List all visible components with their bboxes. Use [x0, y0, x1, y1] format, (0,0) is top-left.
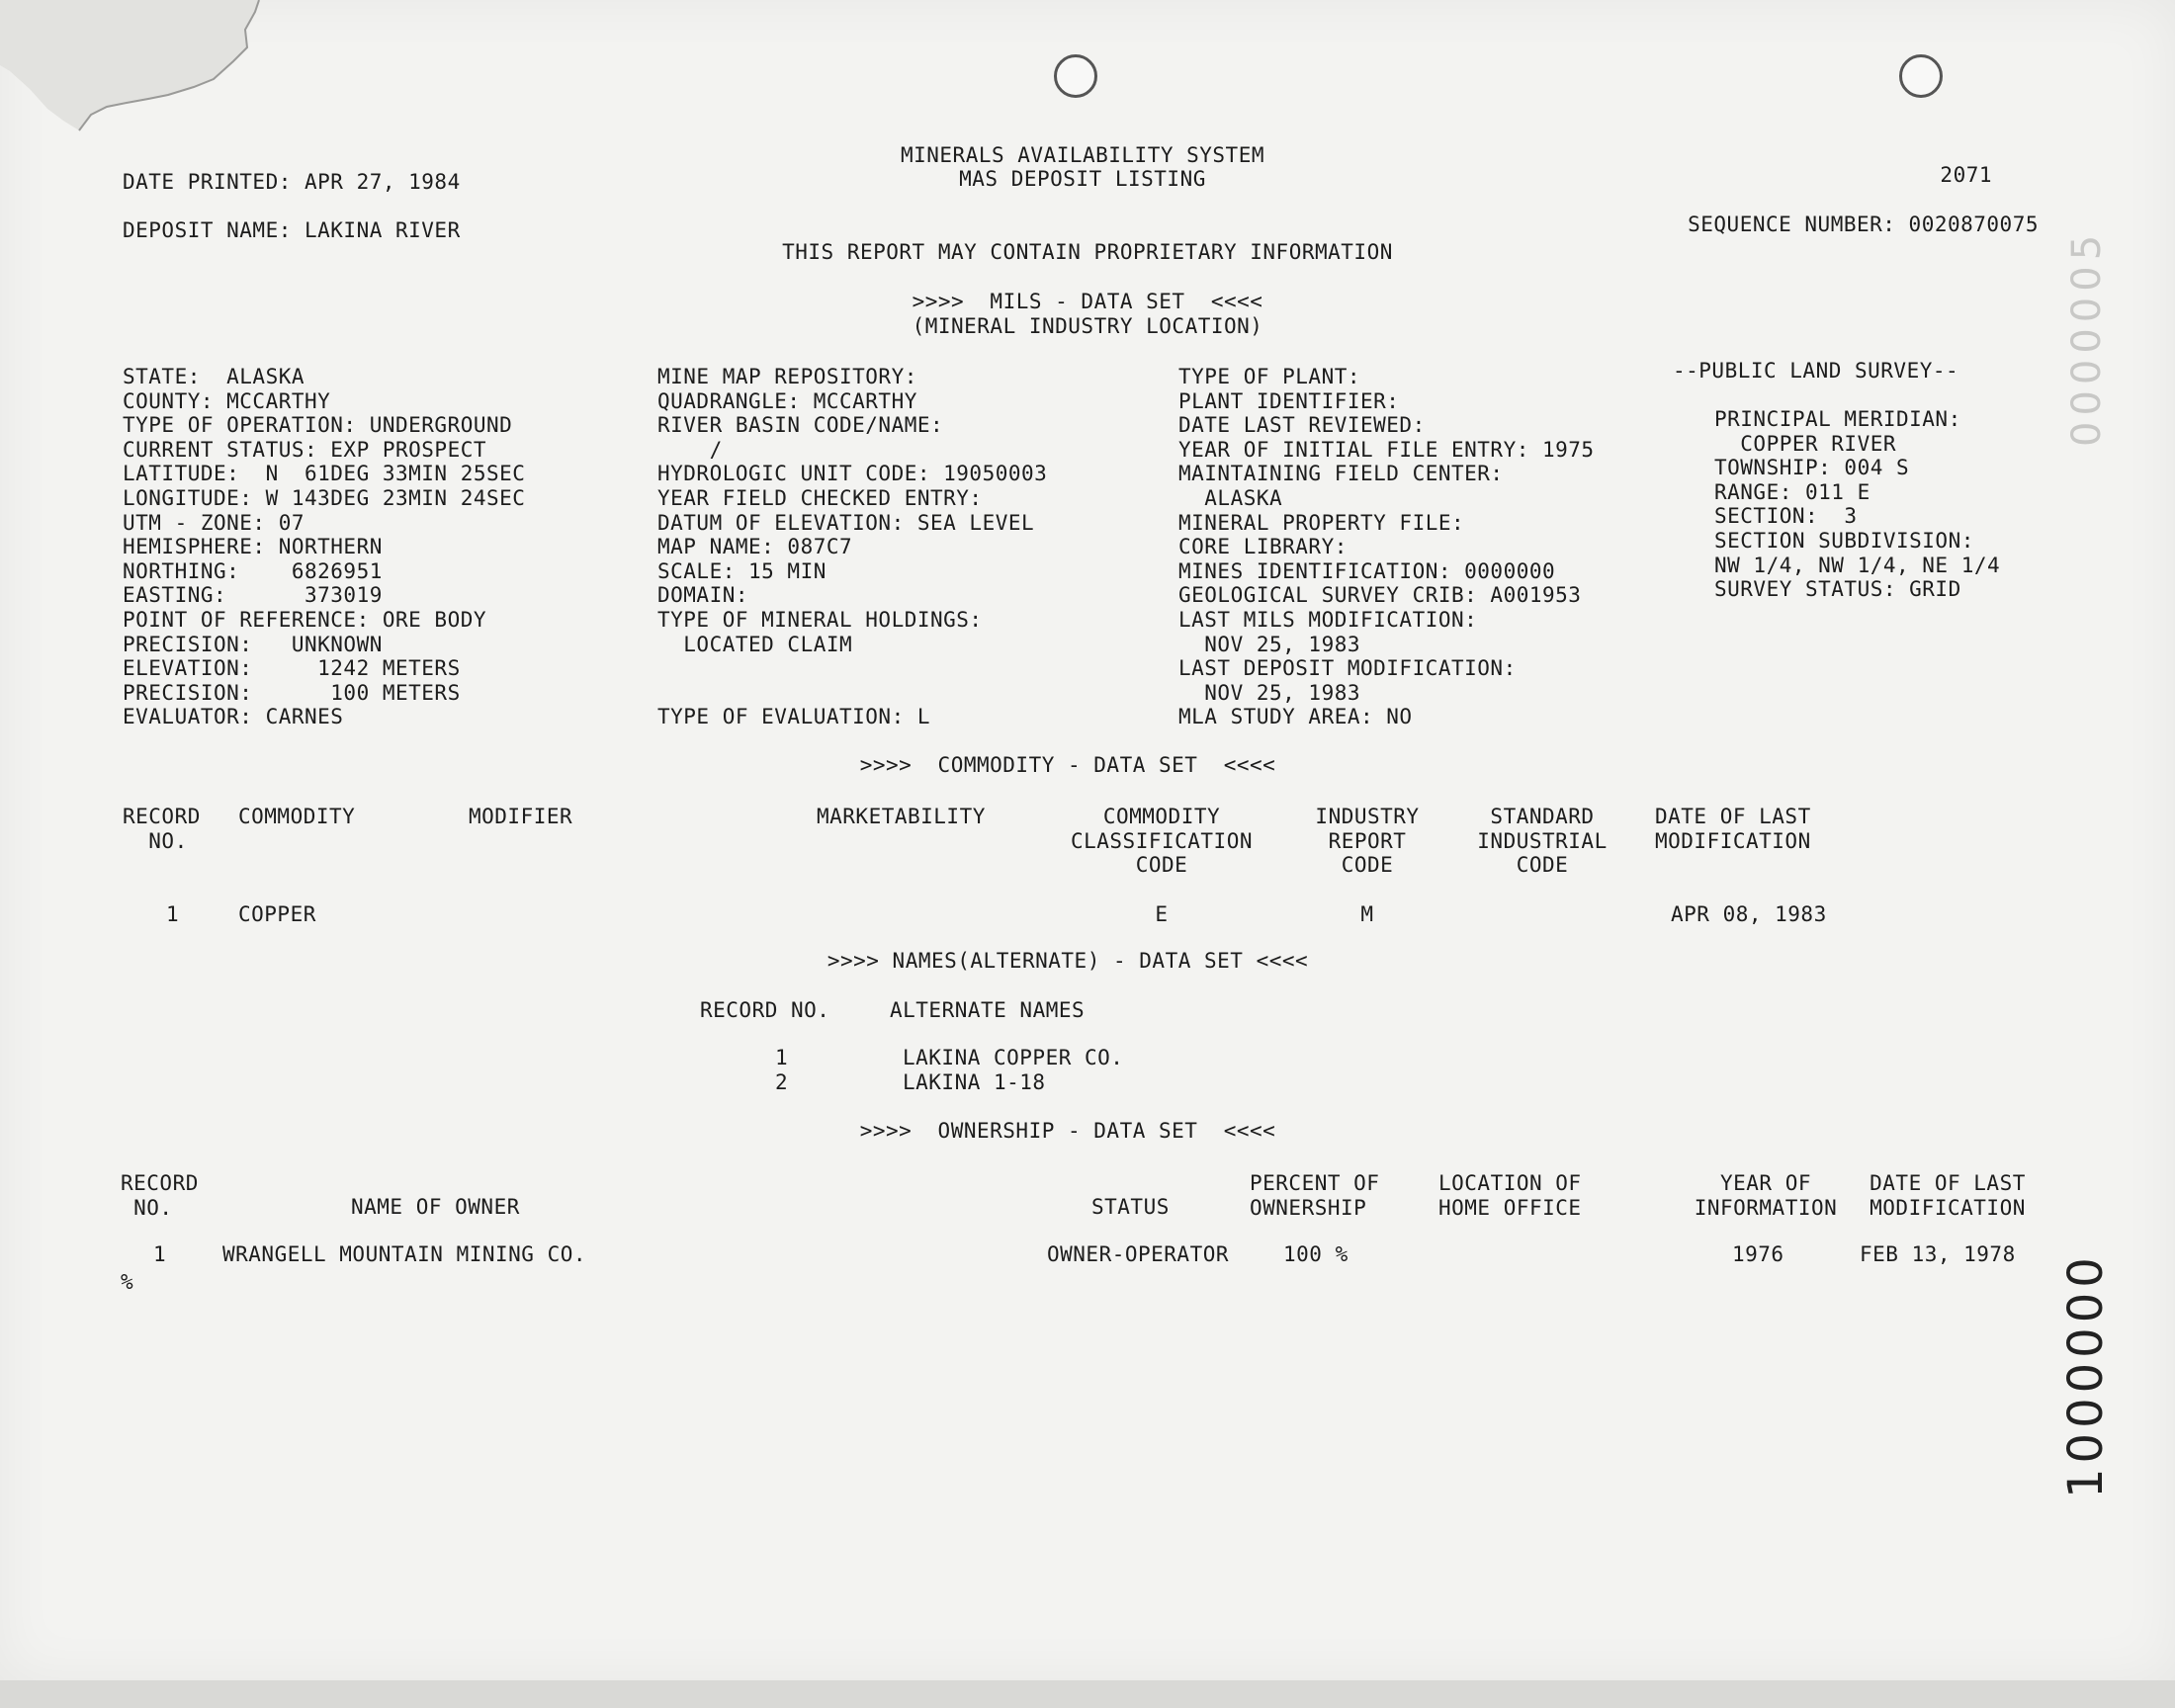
commodity-name: COPPER	[238, 902, 316, 926]
commodity-header-record: RECORD NO.	[123, 805, 201, 853]
ownership-date-modified: FEB 13, 1978	[1860, 1242, 2016, 1266]
ownership-percent: 100 %	[1283, 1242, 1348, 1266]
names-record-no: 2	[775, 1070, 789, 1094]
commodity-header-modifier: MODIFIER	[469, 805, 573, 828]
public-land-survey-column	[1714, 407, 2000, 602]
field-section-subdivision-value: NW 1/4, NW 1/4, NE 1/4	[1714, 553, 2001, 577]
field-maintaining-center: MAINTAINING FIELD CENTER:	[1178, 462, 1504, 486]
field-river-basin: RIVER BASIN CODE/NAME:	[657, 413, 944, 438]
field-section: SECTION: 3	[1714, 504, 1858, 529]
ownership-trailer: %	[121, 1270, 134, 1294]
year-of-information: 1976	[1732, 1242, 1784, 1266]
mils-map-column	[657, 365, 1047, 729]
field-core-library: CORE LIBRARY:	[1178, 535, 1348, 559]
field-year-initial-entry: YEAR OF INITIAL FILE ENTRY: 1975	[1178, 437, 1595, 462]
scan-bottom-edge	[0, 1680, 2175, 1708]
document-number-stamp: 1000000	[2058, 1252, 2114, 1498]
mils-subtitle: (MINERAL INDUSTRY LOCATION)	[912, 314, 1263, 338]
ownership-record-no: 1	[153, 1242, 167, 1266]
field-map-name: MAP NAME: 087C7	[657, 535, 853, 559]
field-state: STATE: ALASKA	[123, 365, 305, 388]
field-range: RANGE: 011 E	[1714, 479, 1870, 504]
field-mineral-holdings: TYPE OF MINERAL HOLDINGS:	[657, 607, 983, 632]
public-land-survey-title: --PUBLIC LAND SURVEY--	[1673, 359, 1959, 383]
field-county: COUNTY: MCCARTHY	[123, 388, 331, 413]
commodity-header-commodity: COMMODITY	[238, 805, 356, 828]
field-mineral-holdings-value: LOCATED CLAIM	[657, 632, 853, 656]
ownership-header-percent: PERCENT OF OWNERSHIP	[1250, 1171, 1380, 1220]
commodity-header-industry-report: INDUSTRY REPORT CODE	[1315, 805, 1420, 878]
owner-status: OWNER-OPERATOR	[1047, 1242, 1230, 1266]
binder-hole	[1054, 54, 1097, 98]
page-number: 2071	[1940, 163, 1992, 187]
sequence-number: SEQUENCE NUMBER: 0020870075	[1688, 213, 2039, 236]
date-printed: DATE PRINTED: APR 27, 1984	[123, 170, 461, 194]
field-last-deposit-modification: LAST DEPOSIT MODIFICATION:	[1178, 656, 1517, 681]
field-last-mils-modification-value: NOV 25, 1983	[1178, 632, 1361, 656]
field-section-subdivision: SECTION SUBDIVISION:	[1714, 528, 1974, 553]
field-principal-meridian: PRINCIPAL MERIDIAN:	[1714, 407, 1961, 431]
ownership-header-date-modified: DATE OF LAST MODIFICATION	[1870, 1171, 2026, 1220]
commodity-industry-report-code: M	[1360, 902, 1374, 926]
field-date-last-reviewed: DATE LAST REVIEWED:	[1178, 413, 1426, 438]
field-northing: NORTHING: 6826951	[123, 558, 383, 583]
mils-title: >>>> MILS - DATA SET <<<<	[912, 290, 1263, 313]
field-last-mils-modification: LAST MILS MODIFICATION:	[1178, 607, 1478, 632]
proprietary-notice: THIS REPORT MAY CONTAIN PROPRIETARY INFORMATION	[782, 240, 1393, 264]
field-datum-of-elevation: DATUM OF ELEVATION: SEA LEVEL	[657, 510, 1035, 535]
field-precision: PRECISION: UNKNOWN	[123, 632, 383, 656]
field-operation-type: TYPE OF OPERATION: UNDERGROUND	[123, 413, 513, 438]
bleed-through-stamp: 0000005	[2064, 228, 2110, 447]
commodity-title: >>>> COMMODITY - DATA SET <<<<	[859, 753, 1276, 777]
field-latitude: LATITUDE: N 61DEG 33MIN 25SEC	[123, 462, 526, 486]
field-elevation-precision: PRECISION: 100 METERS	[123, 680, 461, 705]
ownership-header-status: STATUS	[1091, 1195, 1170, 1219]
names-title: >>>> NAMES(ALTERNATE) - DATA SET <<<<	[826, 949, 1309, 973]
names-header-record: RECORD NO.	[700, 998, 830, 1022]
owner-name: WRANGELL MOUNTAIN MINING CO.	[222, 1242, 587, 1266]
blank-line	[657, 656, 1047, 681]
field-mineral-property-file: MINERAL PROPERTY FILE:	[1178, 510, 1465, 535]
ownership-header-year: YEAR OF INFORMATION	[1694, 1171, 1838, 1220]
field-survey-status: SURVEY STATUS: GRID	[1714, 577, 1961, 602]
ownership-header-home-office: LOCATION OF HOME OFFICE	[1438, 1171, 1582, 1220]
binder-hole	[1899, 54, 1943, 98]
field-river-basin-value: /	[657, 437, 723, 462]
commodity-header-classification: COMMODITY CLASSIFICATION CODE	[1070, 805, 1253, 878]
field-geological-survey-crib: GEOLOGICAL SURVEY CRIB: A001953	[1178, 583, 1582, 608]
commodity-header-sic: STANDARD INDUSTRIAL CODE	[1477, 805, 1608, 878]
field-plant-identifier: PLANT IDENTIFIER:	[1178, 388, 1400, 413]
field-longitude: LONGITUDE: W 143DEG 23MIN 24SEC	[123, 485, 526, 510]
field-mla-study-area: MLA STUDY AREA: NO	[1178, 705, 1413, 729]
ownership-header-owner: NAME OF OWNER	[351, 1195, 520, 1219]
mils-location-column	[123, 365, 525, 729]
field-scale: SCALE: 15 MIN	[657, 558, 826, 583]
torn-corner	[0, 0, 277, 148]
ownership-title: >>>> OWNERSHIP - DATA SET <<<<	[859, 1119, 1276, 1143]
ownership-header-record: RECORD NO.	[121, 1171, 199, 1220]
commodity-record-no: 1	[166, 902, 180, 926]
field-type-of-plant: TYPE OF PLANT:	[1178, 365, 1361, 388]
blank-line	[657, 681, 1047, 706]
field-hemisphere: HEMISPHERE: NORTHERN	[123, 535, 383, 559]
field-hydrologic-unit: HYDROLOGIC UNIT CODE: 19050003	[657, 462, 1048, 486]
alternate-name: LAKINA COPPER CO.	[903, 1046, 1124, 1069]
deposit-name: DEPOSIT NAME: LAKINA RIVER	[123, 218, 461, 242]
mils-plant-column	[1178, 365, 1595, 729]
field-township: TOWNSHIP: 004 S	[1714, 456, 1910, 480]
field-evaluator: EVALUATOR: CARNES	[123, 705, 344, 729]
field-current-status: CURRENT STATUS: EXP PROSPECT	[123, 437, 487, 462]
field-elevation: ELEVATION: 1242 METERS	[123, 656, 461, 681]
listing-title: MAS DEPOSIT LISTING	[959, 167, 1206, 191]
system-title: MINERALS AVAILABILITY SYSTEM	[900, 143, 1264, 167]
field-easting: EASTING: 373019	[123, 583, 383, 608]
field-year-field-checked: YEAR FIELD CHECKED ENTRY:	[657, 485, 983, 510]
field-utm-zone: UTM - ZONE: 07	[123, 510, 305, 535]
commodity-header-marketability: MARKETABILITY	[817, 805, 986, 828]
field-type-of-evaluation: TYPE OF EVALUATION: L	[657, 705, 931, 729]
field-point-of-reference: POINT OF REFERENCE: ORE BODY	[123, 607, 487, 632]
alternate-name: LAKINA 1-18	[903, 1070, 1046, 1094]
field-maintaining-center-value: ALASKA	[1178, 485, 1283, 510]
commodity-header-date-modified: DATE OF LAST MODIFICATION	[1655, 805, 1811, 853]
field-last-deposit-modification-value: NOV 25, 1983	[1178, 680, 1361, 705]
field-principal-meridian-value: COPPER RIVER	[1714, 431, 1897, 456]
commodity-classification-code: E	[1155, 902, 1169, 926]
field-domain: DOMAIN:	[657, 583, 749, 608]
names-record-no: 1	[775, 1046, 789, 1069]
commodity-date-modified: APR 08, 1983	[1671, 902, 1827, 926]
field-mines-identification: MINES IDENTIFICATION: 0000000	[1178, 558, 1556, 583]
field-quadrangle: QUADRANGLE: MCCARTHY	[657, 388, 917, 413]
names-header-alternate-names: ALTERNATE NAMES	[890, 998, 1086, 1022]
field-mine-map-repository: MINE MAP REPOSITORY:	[657, 365, 917, 388]
